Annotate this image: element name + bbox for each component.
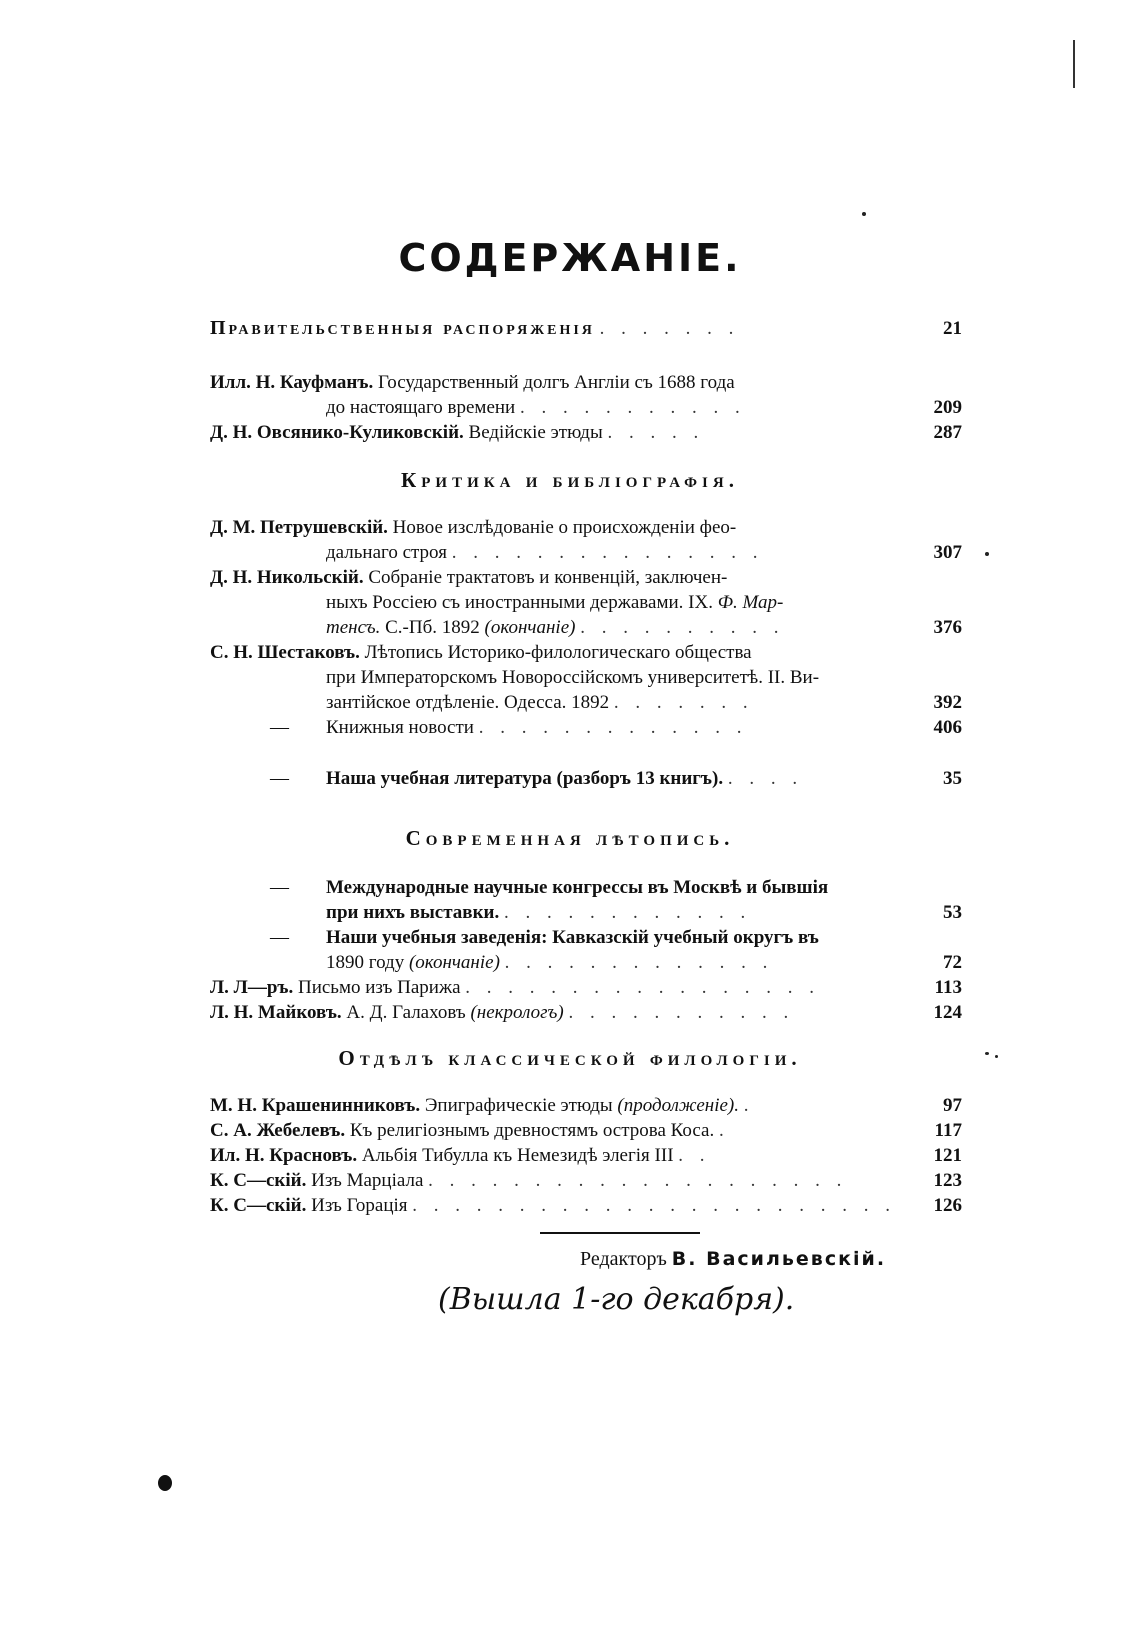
page-number: 307 [933,542,962,563]
entry-title: Наша учебная литература (разборъ 13 книгъ). [326,768,724,789]
page-number: 121 [933,1145,962,1166]
ink-speck [985,552,989,556]
page-title: СОДЕРЖАНІЕ. [398,236,742,280]
toc-entry: Илл. Н. Кауфманъ. Государственный долгъ Англіи съ 1688 года до настоящаго времени . . . . . . . . . . . 209 [210,372,962,418]
toc-entry: Л. Л—ръ. Письмо изъ Парижа . . . . . . . . . . . . . . . . . 113 [210,977,962,998]
entry-author: К. С—скій. [210,1195,307,1216]
entry-author: К. С—скій. [210,1170,307,1191]
divider-rule [540,1232,700,1234]
entry-author: Илл. Н. Кауфманъ. [210,372,374,393]
page-number: 97 [943,1095,962,1116]
toc-entry: С. Н. Шестаковъ. Лѣтопись Историко-филологическаго общества при Императорскомъ Новороссійскомъ университетѣ. II. Ви- зантійское отдѣленіе. Одесса. 1892 . . . . . . . 392 [210,642,962,713]
page-number: 21 [943,318,962,339]
toc-entry: К. С—скій. Изъ Горація . . . . . . . . . . . . . . . . . . . . . . . 126 [210,1195,962,1216]
toc-entry: Ил. Н. Красновъ. Альбія Тибулла къ Немезидѣ элегія III . . 121 [210,1145,962,1166]
entry-title-cont: при нихъ выставки. [326,902,500,923]
editor-label: Редакторъ [580,1248,667,1270]
page-number: 287 [933,422,962,443]
page-number: 123 [933,1170,962,1191]
entry-dash: — [270,768,289,789]
entry-title-cont: зантійское отдѣленіе. Одесса. 1892 [326,692,610,713]
page-number: 209 [933,397,962,418]
handwritten-note: (Вышла 1-го декабря). [438,1282,795,1317]
page-number: 53 [943,902,962,923]
entry-note: (продолженіе). [617,1095,739,1116]
margin-line [1073,40,1075,88]
entry-title: Альбія Тибулла къ Немезидѣ элегія III [361,1145,674,1166]
toc-entry: — Международные научные конгрессы въ Москвѣ и бывшія при нихъ выставки. . . . . . . . . . . . . 53 [210,875,962,925]
page-number: 117 [934,1120,962,1141]
section-heading-classical: Отдѣлъ классической филологіи. [338,1046,802,1070]
entry-title: А. Д. Галаховъ [346,1002,466,1023]
page-number: 406 [933,717,962,738]
entry-author: Л. Л—ръ. [210,977,294,998]
entry-dash: — [270,717,289,738]
entry-title: Изъ Марціала [311,1170,424,1191]
entry-title: Письмо изъ Парижа [297,977,461,998]
entry-note: (некрологъ) [470,1002,564,1023]
entry-title: Новое изслѣдованіе о происхожденіи фео- [392,517,737,538]
entry-title: Наши учебныя заведенія: Кавказскій учебный округъ въ [326,927,819,948]
entry-author-em: тенсъ. [326,617,381,638]
entry-title-cont: до настоящаго времени [326,397,516,418]
section-heading-critique: Критика и библіографія. [401,468,739,492]
page-number: 376 [933,617,962,638]
toc-entry: Л. Н. Майковъ. А. Д. Галаховъ (некрологъ) . . . . . . . . . . . 124 [210,1002,962,1023]
toc-entry: — Наши учебныя заведенія: Кавказскій учебный округъ въ 1890 году (окончаніе) . . . . . . . . . . . . . 72 [210,925,962,975]
toc-entry: — Наша учебная литература (разборъ 13 книгъ). . . . . 35 [210,766,962,791]
entry-author: Д. Н. Никольскій. [210,567,364,588]
entry-title: Къ религіознымъ древностямъ острова Коса. [349,1120,715,1141]
toc-entry: Д. Н. Овсянико-Куликовскій. Ведійскіе этюды . . . . . 287 [210,422,962,443]
entry-dash: — [270,877,289,898]
page-number: 113 [934,977,962,998]
toc-entry: Д. М. Петрушевскій. Новое изслѣдованіе о происхожденіи фео- дальнаго строя . . . . . . . . . . . . . . . 307 [210,517,962,563]
entry-dash: — [270,927,289,948]
editor-name: В. Васильевскій. [671,1248,887,1270]
section-heading-chronicle: Современная лѣтопись. [405,826,735,850]
page-number: 35 [943,768,962,789]
entry-author: Д. М. Петрушевскій. [210,517,388,538]
toc-entry: К. С—скій. Изъ Марціала . . . . . . . . . . . . . . . . . . . . 123 [210,1170,962,1191]
entry-author: С. Н. Шестаковъ. [210,642,360,663]
toc-entry: С. А. Жебелевъ. Къ религіознымъ древностямъ острова Коса. . 117 [210,1120,962,1141]
entry-title-cont: ныхъ Россіею съ иностранными державами. IX. [326,592,713,613]
entry-title: Книжныя новости [326,717,474,738]
entry-title-cont: при Императорскомъ Новороссійскомъ университетѣ. II. Ви- [326,667,820,688]
entry-title: Изъ Горація [311,1195,408,1216]
gov-orders-label: Правительственныя распоряженія [210,317,595,339]
page-number: 126 [933,1195,962,1216]
entry-author: Д. Н. Овсянико-Куликовскій. [210,422,464,443]
entry-title: Лѣтопись Историко-филологическаго общества [364,642,752,663]
entry-note: (окончаніе) [484,617,576,638]
toc-entry-gov: Правительственныя распоряженія . . . . . . . 21 [210,317,962,339]
ink-speck [862,212,866,216]
entry-title-cont: дальнаго строя [326,542,447,563]
page-number: 392 [933,692,962,713]
entry-title: Государственный долгъ Англіи съ 1688 года [377,372,735,393]
toc-entry: М. Н. Крашенинниковъ. Эпиграфическіе этюды (продолженіе). . 97 [210,1095,962,1116]
entry-author: М. Н. Крашенинниковъ. [210,1095,421,1116]
entry-author: С. А. Жебелевъ. [210,1120,346,1141]
entry-title-cont: С.-Пб. 1892 [385,617,480,638]
toc-entry: — Книжныя новости . . . . . . . . . . . . . 406 [210,715,962,740]
editor-line [580,1248,886,1271]
entry-title: Ведійскіе этюды [468,422,603,443]
entry-note: (окончаніе) [408,952,500,973]
entry-author-em: Ф. Мар- [717,592,784,613]
entry-title-cont: 1890 году [326,952,405,973]
entry-title: Эпиграфическіе этюды [424,1095,613,1116]
entry-author: Ил. Н. Красновъ. [210,1145,358,1166]
page-number: 124 [933,1002,962,1023]
page-number: 72 [943,952,962,973]
toc-entry: Д. Н. Никольскій. Собраніе трактатовъ и конвенцій, заключен- ныхъ Россіею съ иностранными державами. IX. Ф. Мар- тенсъ. С.-Пб. 1892 (окончаніе) . . . . . . . . . . 376 [210,567,962,638]
entry-author: Л. Н. Майковъ. [210,1002,342,1023]
entry-title: Международные научные конгрессы въ Москвѣ и бывшія [326,877,829,898]
entry-title: Собраніе трактатовъ и конвенцій, заключен- [368,567,728,588]
ink-blot [158,1475,172,1491]
